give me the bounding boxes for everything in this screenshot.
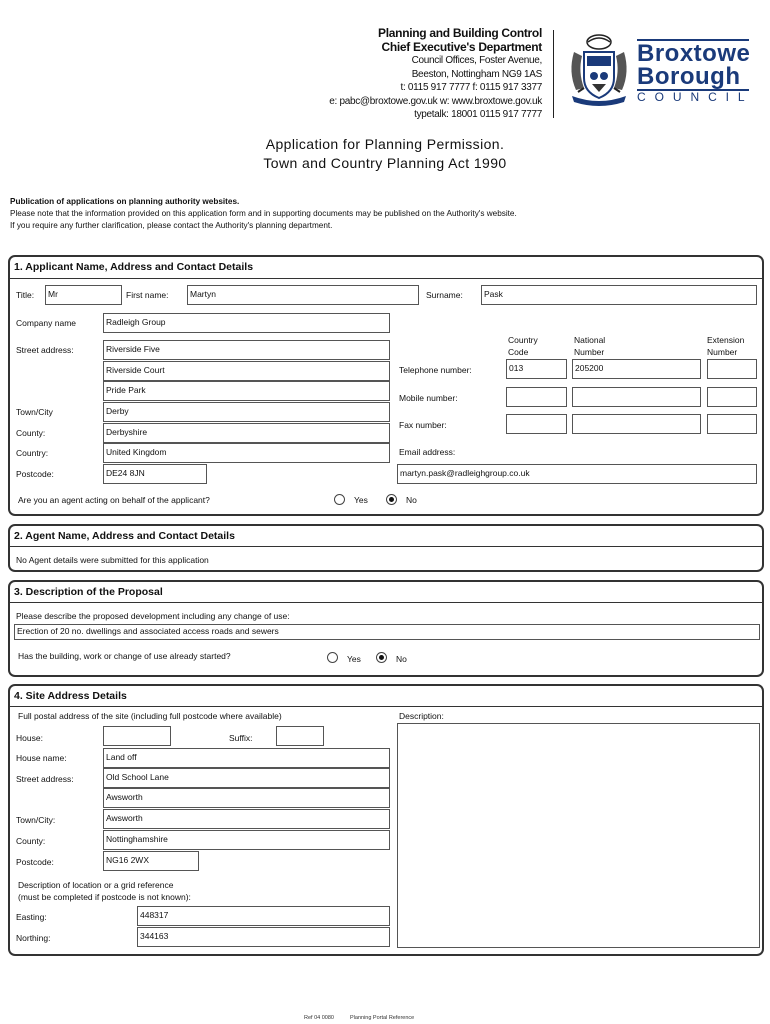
agent-no-label: No [406, 495, 417, 505]
site-county-label: County: [16, 836, 46, 846]
house-name-label: House name: [16, 753, 67, 763]
section-2-rule [10, 546, 762, 547]
email-field[interactable]: martyn.pask@radleighgroup.co.uk [397, 464, 757, 484]
mobile-country-code[interactable] [506, 387, 567, 407]
email-label: Email address: [399, 447, 456, 457]
title-label: Title: [16, 290, 35, 300]
started-no-radio[interactable] [376, 652, 387, 663]
grid-note-line-1: Description of location or a grid reference [18, 880, 174, 890]
address-line-1: Council Offices, Foster Avenue, [411, 55, 542, 66]
telephone-national-number[interactable]: 205200 [572, 359, 701, 379]
site-postcode-field[interactable]: NG16 2WX [103, 851, 199, 871]
town-label: Town/City [16, 407, 53, 417]
title-field[interactable]: Mr [45, 285, 122, 305]
publication-line-1: Please note that the information provided on this application form and in supporting documents may be published on the Authority's website. [10, 209, 517, 218]
mobile-extension[interactable] [707, 387, 757, 407]
site-postcode-label: Postcode: [16, 857, 54, 867]
street-address-label: Street address: [16, 345, 74, 355]
telephone-country-code[interactable]: 013 [506, 359, 567, 379]
started-no-label: No [396, 654, 407, 664]
section-3-title: 3. Description of the Proposal [14, 586, 163, 598]
dept-title: Planning and Building Control [378, 26, 542, 40]
surname-label: Surname: [426, 290, 463, 300]
northing-field[interactable]: 344163 [137, 927, 390, 947]
street-address-line-3[interactable]: Pride Park [103, 381, 390, 401]
address-line-2: Beeston, Nottingham NG9 1AS [411, 68, 542, 80]
country-label: Country: [16, 448, 49, 458]
site-description-label: Description: [399, 711, 444, 721]
section-proposal [8, 580, 764, 677]
fax-country-code[interactable] [506, 414, 567, 434]
suffix-field[interactable] [276, 726, 324, 746]
easting-label: Easting: [16, 912, 47, 922]
house-field[interactable] [103, 726, 171, 746]
section-applicant [8, 255, 764, 516]
site-description-field[interactable] [397, 723, 760, 948]
country-code-header: Country Code [508, 335, 538, 357]
document-title-line-1: Application for Planning Permission. [265, 136, 505, 152]
publication-line-2: If you require any further clarification, please contact the Authority's planning department. [10, 221, 333, 230]
full-address-label: Full postal address of the site (including full postcode where available) [18, 711, 282, 721]
site-town-field[interactable]: Awsworth [103, 809, 390, 829]
postcode-label: Postcode: [16, 469, 54, 479]
postcode-field[interactable]: DE24 8JN [103, 464, 207, 484]
fax-extension[interactable] [707, 414, 757, 434]
mobile-label: Mobile number: [399, 393, 458, 403]
section-1-title: 1. Applicant Name, Address and Contact Details [14, 261, 254, 273]
started-yes-radio[interactable] [327, 652, 338, 663]
first-name-label: First name: [126, 290, 169, 300]
footer-portal-reference: Planning Portal Reference [350, 1015, 415, 1021]
dept-subtitle: Chief Executive's Department [381, 39, 542, 54]
document-title-line-2: Town and Country Planning Act 1990 [263, 155, 507, 171]
started-yes-label: Yes [347, 654, 361, 664]
section-4-rule [10, 706, 762, 707]
fax-national-number[interactable] [572, 414, 701, 434]
section-4-title: 4. Site Address Details [14, 690, 127, 702]
brand-broxtowe: Broxtowe [637, 40, 751, 67]
town-field[interactable]: Derby [103, 402, 390, 422]
agent-no-radio[interactable] [386, 494, 397, 505]
proposal-description-field[interactable]: Erection of 20 no. dwellings and associated access roads and sewers [14, 624, 760, 640]
site-street-label: Street address: [16, 774, 74, 784]
telephone-extension[interactable] [707, 359, 757, 379]
site-street-line-1[interactable]: Old School Lane [103, 768, 390, 788]
first-name-field[interactable]: Martyn [187, 285, 419, 305]
footer-ref: Ref 04 0080 [304, 1015, 334, 1021]
county-field[interactable]: Derbyshire [103, 423, 390, 443]
suffix-label: Suffix: [229, 733, 253, 743]
phone-line: t: 0115 917 7777 f: 0115 917 3377 [400, 82, 542, 93]
header-divider [553, 30, 554, 118]
street-address-line-1[interactable]: Riverside Five [103, 340, 390, 360]
no-agent-text: No Agent details were submitted for this application [16, 555, 209, 565]
agent-question: Are you an agent acting on behalf of the applicant? [18, 495, 210, 505]
brand-council: C O U N C I L [637, 90, 748, 104]
mobile-national-number[interactable] [572, 387, 701, 407]
house-label: House: [16, 733, 43, 743]
section-1-rule [10, 278, 762, 279]
street-address-line-2[interactable]: Riverside Court [103, 361, 390, 381]
proposal-prompt: Please describe the proposed development including any change of use: [16, 611, 290, 621]
council-crest-icon [566, 32, 632, 110]
house-name-field[interactable]: Land off [103, 748, 390, 768]
telephone-label: Telephone number: [399, 365, 472, 375]
national-number-header: National Number [574, 335, 606, 357]
agent-yes-label: Yes [354, 495, 368, 505]
extension-number-header: Extension Number [707, 335, 745, 357]
surname-field[interactable]: Pask [481, 285, 757, 305]
section-site-address [8, 684, 764, 956]
agent-yes-radio[interactable] [334, 494, 345, 505]
company-name-field[interactable]: Radleigh Group [103, 313, 390, 333]
northing-label: Northing: [16, 933, 51, 943]
site-street-line-2[interactable]: Awsworth [103, 788, 390, 808]
fax-label: Fax number: [399, 420, 447, 430]
section-3-rule [10, 602, 762, 603]
publication-notice [10, 196, 760, 232]
brand-borough: Borough [637, 63, 741, 90]
section-agent [8, 524, 764, 572]
section-2-title: 2. Agent Name, Address and Contact Details [14, 530, 235, 542]
company-name-label: Company name [16, 318, 77, 328]
publication-heading: Publication of applications on planning authority websites. [10, 197, 240, 206]
site-county-field[interactable]: Nottinghamshire [103, 830, 390, 850]
typetalk-line: typetalk: 18001 0115 917 7777 [414, 109, 542, 120]
county-label: County: [16, 428, 46, 438]
easting-field[interactable]: 448317 [137, 906, 390, 926]
site-town-label: Town/City: [16, 815, 56, 825]
started-question: Has the building, work or change of use already started? [18, 651, 231, 661]
country-field[interactable]: United Kingdom [103, 443, 390, 463]
council-contact-block [300, 27, 542, 122]
email-line: e: pabc@broxtowe.gov.uk w: www.broxtowe.gov.uk [329, 95, 542, 107]
grid-note-line-2: (must be completed if postcode is not known): [18, 892, 191, 902]
